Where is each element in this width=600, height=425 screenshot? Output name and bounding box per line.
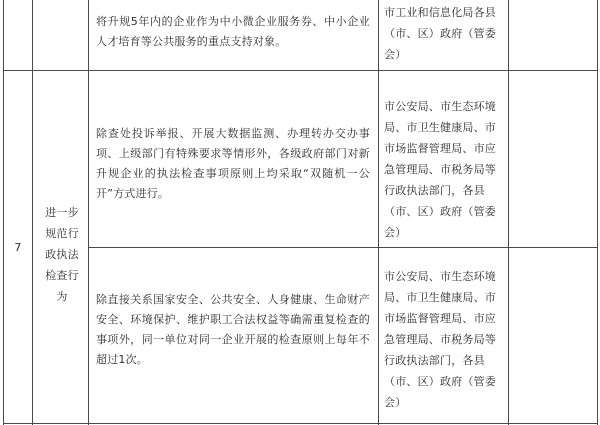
row-number: 7 xyxy=(14,241,22,254)
measure-text: 除查处投诉举报、开展大数据监测、办理转办交办事项、上级部门有特殊要求等情形外，各级政府部门对新升规企业的执法检查事项原则上均采取“双随机一公开”方式进行。 xyxy=(96,127,370,200)
measure-text: 除直接关系国家安全、公共安全、人身健康、生命财产安全、环境保护、维护职工合法权益等确需重复检查的事项外，同一单位对同一企业开展的检查原则上每年不超过1次。 xyxy=(96,293,370,366)
grid-line xyxy=(597,0,598,425)
department-text: 市公安局、市生态环境局、市卫生健康局、市市场监督管理局、市应急管理局、市税务局等行政执法部门，各县（市、区）政府（管委会） xyxy=(384,100,496,239)
grid-line xyxy=(32,0,33,425)
grid-line xyxy=(88,247,597,248)
measure-text: 将升规5年内的企业作为中小微企业服务券、中小企业人才培育等公共服务的重点支持对象。 xyxy=(96,15,370,48)
grid-line xyxy=(88,0,89,425)
grid-line xyxy=(3,0,4,425)
grid-line xyxy=(508,0,509,425)
department-text: 市公安局、市生态环境局、市卫生健康局、市市场监督管理局、市应急管理局、市税务局等行政执法部门，各县（市、区）政府（管委会） xyxy=(384,270,496,409)
department-text: 市工业和信息化局各县（市、区）政府（管委会） xyxy=(384,6,496,61)
grid-line xyxy=(3,423,597,424)
category-text: 进一步规范行政执法检查行为 xyxy=(45,206,79,303)
grid-line xyxy=(378,0,379,425)
grid-line xyxy=(3,70,597,71)
